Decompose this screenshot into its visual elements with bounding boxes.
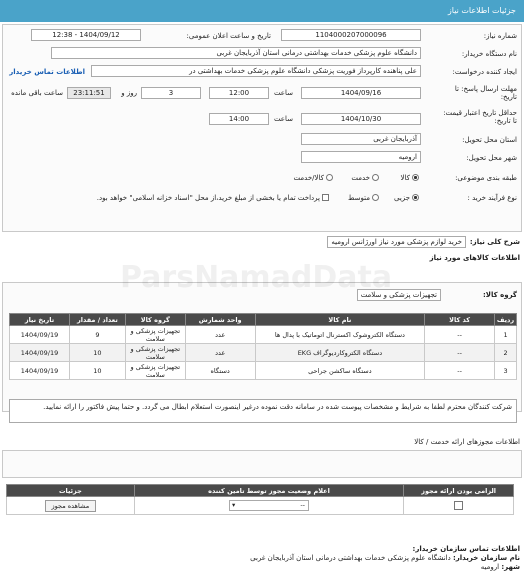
city-label: شهر محل تحویل:: [466, 154, 517, 162]
city-field: ارومیه: [301, 151, 421, 163]
radio-icon: [326, 174, 333, 181]
summary-field: خرید لوازم پزشکی مورد نیاز اورژانس ارومیه: [327, 236, 466, 248]
licenses-table-header: [7, 485, 514, 497]
col-details: جزئیات: [7, 485, 135, 497]
goods-group-field: تجهیزات پزشکی و سلامت: [357, 289, 441, 301]
goods-table: [9, 313, 517, 380]
validity-time-field: 14:00: [209, 113, 269, 125]
goods-group-label: گروه کالا:: [482, 291, 517, 299]
checkbox-icon[interactable]: [454, 501, 463, 510]
buyer-label: نام دستگاه خریدار:: [461, 50, 517, 58]
creator-field: علی پناهنده کارپرداز فوریت پزشکی دانشگاه علوم پزشکی خدمات بهداشتی در: [91, 65, 421, 77]
col-qty: تعداد / مقدار: [69, 314, 125, 326]
category-option-both[interactable]: کالا/خدمت: [294, 174, 335, 182]
validity-time-label: ساعت: [273, 115, 293, 123]
buyer-org-value: دانشگاه علوم پزشکی خدمات بهداشتی درمانی استان آذربایجان غربی: [250, 554, 451, 562]
goods-note: شرکت کنندگان محترم لطفا به شرایط و مشخصات پیوست شده در سامانه دقت نموده درغیر اینصورت استعلام ابطال می گردد. و حتما پیش فاکتور را ارائه نمایید.: [9, 399, 517, 423]
details-cell: [7, 497, 135, 515]
days-label: روز و: [121, 89, 137, 97]
buyer-org-label: نام سازمان خریدار:: [452, 554, 520, 562]
deadline-time-label: ساعت: [273, 89, 293, 97]
province-label: استان محل تحویل:: [462, 136, 517, 144]
province-field: آذربایجان غربی: [301, 133, 421, 145]
col-status: اعلام وضعیت مجوز توسط تامین کننده: [134, 485, 403, 497]
col-required: الزامی بودن ارائه مجوز: [404, 485, 514, 497]
deadline-label: مهلت ارسال پاسخ: تا تاریخ:: [454, 85, 517, 101]
buyer-contact-title: اطلاعات تماس سازمان خریدار:: [412, 545, 520, 553]
need-details-panel: [2, 24, 522, 232]
licenses-title: اطلاعات مجوزهای ارائه خدمت / کالا: [414, 438, 520, 446]
view-license-button[interactable]: مشاهده مجوز: [45, 500, 97, 512]
days-field: 3: [141, 87, 201, 99]
summary-label: شرح کلی نیاز:: [469, 238, 520, 246]
process-option-medium[interactable]: متوسط: [348, 194, 381, 202]
announce-field: 1404/09/12 - 12:38: [31, 29, 141, 41]
table-row: [7, 497, 514, 515]
row-deadline: [3, 85, 521, 107]
row-province: [3, 133, 521, 149]
status-cell: [134, 497, 403, 515]
col-code: کد کالا: [425, 314, 495, 326]
col-name: نام کالا: [255, 314, 425, 326]
page-header: جزئیات اطلاعات نیاز: [0, 0, 524, 22]
buyer-contact-link[interactable]: اطلاعات تماس خریدار: [9, 68, 85, 76]
table-row: 1 -- دستگاه الکتروشوک اکسترنال اتوماتیک با پدال ها عدد تجهیزات پزشکی و سلامت 9 1404/09/19: [10, 326, 517, 344]
process-label: نوع فرآیند خرید :: [467, 194, 517, 202]
row-city: [3, 151, 521, 167]
col-index: ردیف: [495, 314, 517, 326]
goods-section-title: اطلاعات کالاهای مورد نیاز: [429, 254, 520, 262]
creator-label: ایجاد کننده درخواست:: [452, 68, 517, 76]
process-option-partial[interactable]: جزیی: [394, 194, 421, 202]
row-need-number: [3, 29, 521, 45]
chevron-down-icon: ▾: [232, 501, 236, 509]
buyer-contact-block: [250, 545, 520, 572]
deadline-date-field: 1404/09/16: [301, 87, 421, 99]
remaining-label: ساعت باقی مانده: [11, 89, 63, 97]
radio-icon: [372, 174, 379, 181]
row-creator: [3, 65, 521, 81]
status-select[interactable]: -- ▾: [229, 500, 309, 511]
deadline-time-field: 12:00: [209, 87, 269, 99]
goods-panel: [2, 282, 522, 412]
radio-icon: [412, 194, 419, 201]
need-number-field: 1104000207000096: [281, 29, 421, 41]
table-row: 2 -- دستگاه الکتروکاردیوگراف EKG عدد تجهیزات پزشکی و سلامت 10 1404/09/19: [10, 344, 517, 362]
col-unit: واحد شمارش: [185, 314, 255, 326]
col-date: تاریخ نیاز: [10, 314, 70, 326]
col-group: گروه کالا: [125, 314, 185, 326]
table-row: 3 -- دستگاه ساکشن جراحی دستگاه تجهیزات پزشکی و سلامت 10 1404/09/19: [10, 362, 517, 380]
watermark: ParsNamadData: [120, 260, 393, 295]
category-option-service[interactable]: خدمت: [351, 174, 381, 182]
validity-label: حداقل تاریخ اعتبار قیمت: تا تاریخ:: [443, 109, 517, 125]
category-label: طبقه بندی موضوعی:: [455, 174, 517, 182]
announce-label: تاریخ و ساعت اعلان عمومی:: [186, 32, 271, 40]
goods-table-header: [10, 314, 517, 326]
category-option-goods[interactable]: کالا: [401, 174, 421, 182]
buyer-city-label: شهر:: [501, 563, 520, 571]
treasury-payment-checkbox[interactable]: پرداخت تمام یا بخشی از مبلغ خرید،از محل "اسناد خزانه اسلامی" خواهد بود.: [97, 194, 331, 202]
row-validity: [3, 109, 521, 131]
buyer-city-value: ارومیه: [480, 563, 500, 571]
row-category: [3, 171, 521, 187]
buyer-field: دانشگاه علوم پزشکی خدمات بهداشتی درمانی استان آذربایجان غربی: [51, 47, 421, 59]
row-process: [3, 191, 521, 207]
need-number-label: شماره نیاز:: [483, 32, 517, 40]
validity-date-field: 1404/10/30: [301, 113, 421, 125]
radio-icon: [372, 194, 379, 201]
required-cell: [404, 497, 514, 515]
radio-icon: [412, 174, 419, 181]
remaining-time-field: 23:11:51: [67, 87, 111, 99]
row-buyer: [3, 47, 521, 63]
licenses-table: [6, 484, 514, 515]
checkbox-icon: [322, 194, 329, 201]
licenses-panel: [2, 450, 522, 478]
